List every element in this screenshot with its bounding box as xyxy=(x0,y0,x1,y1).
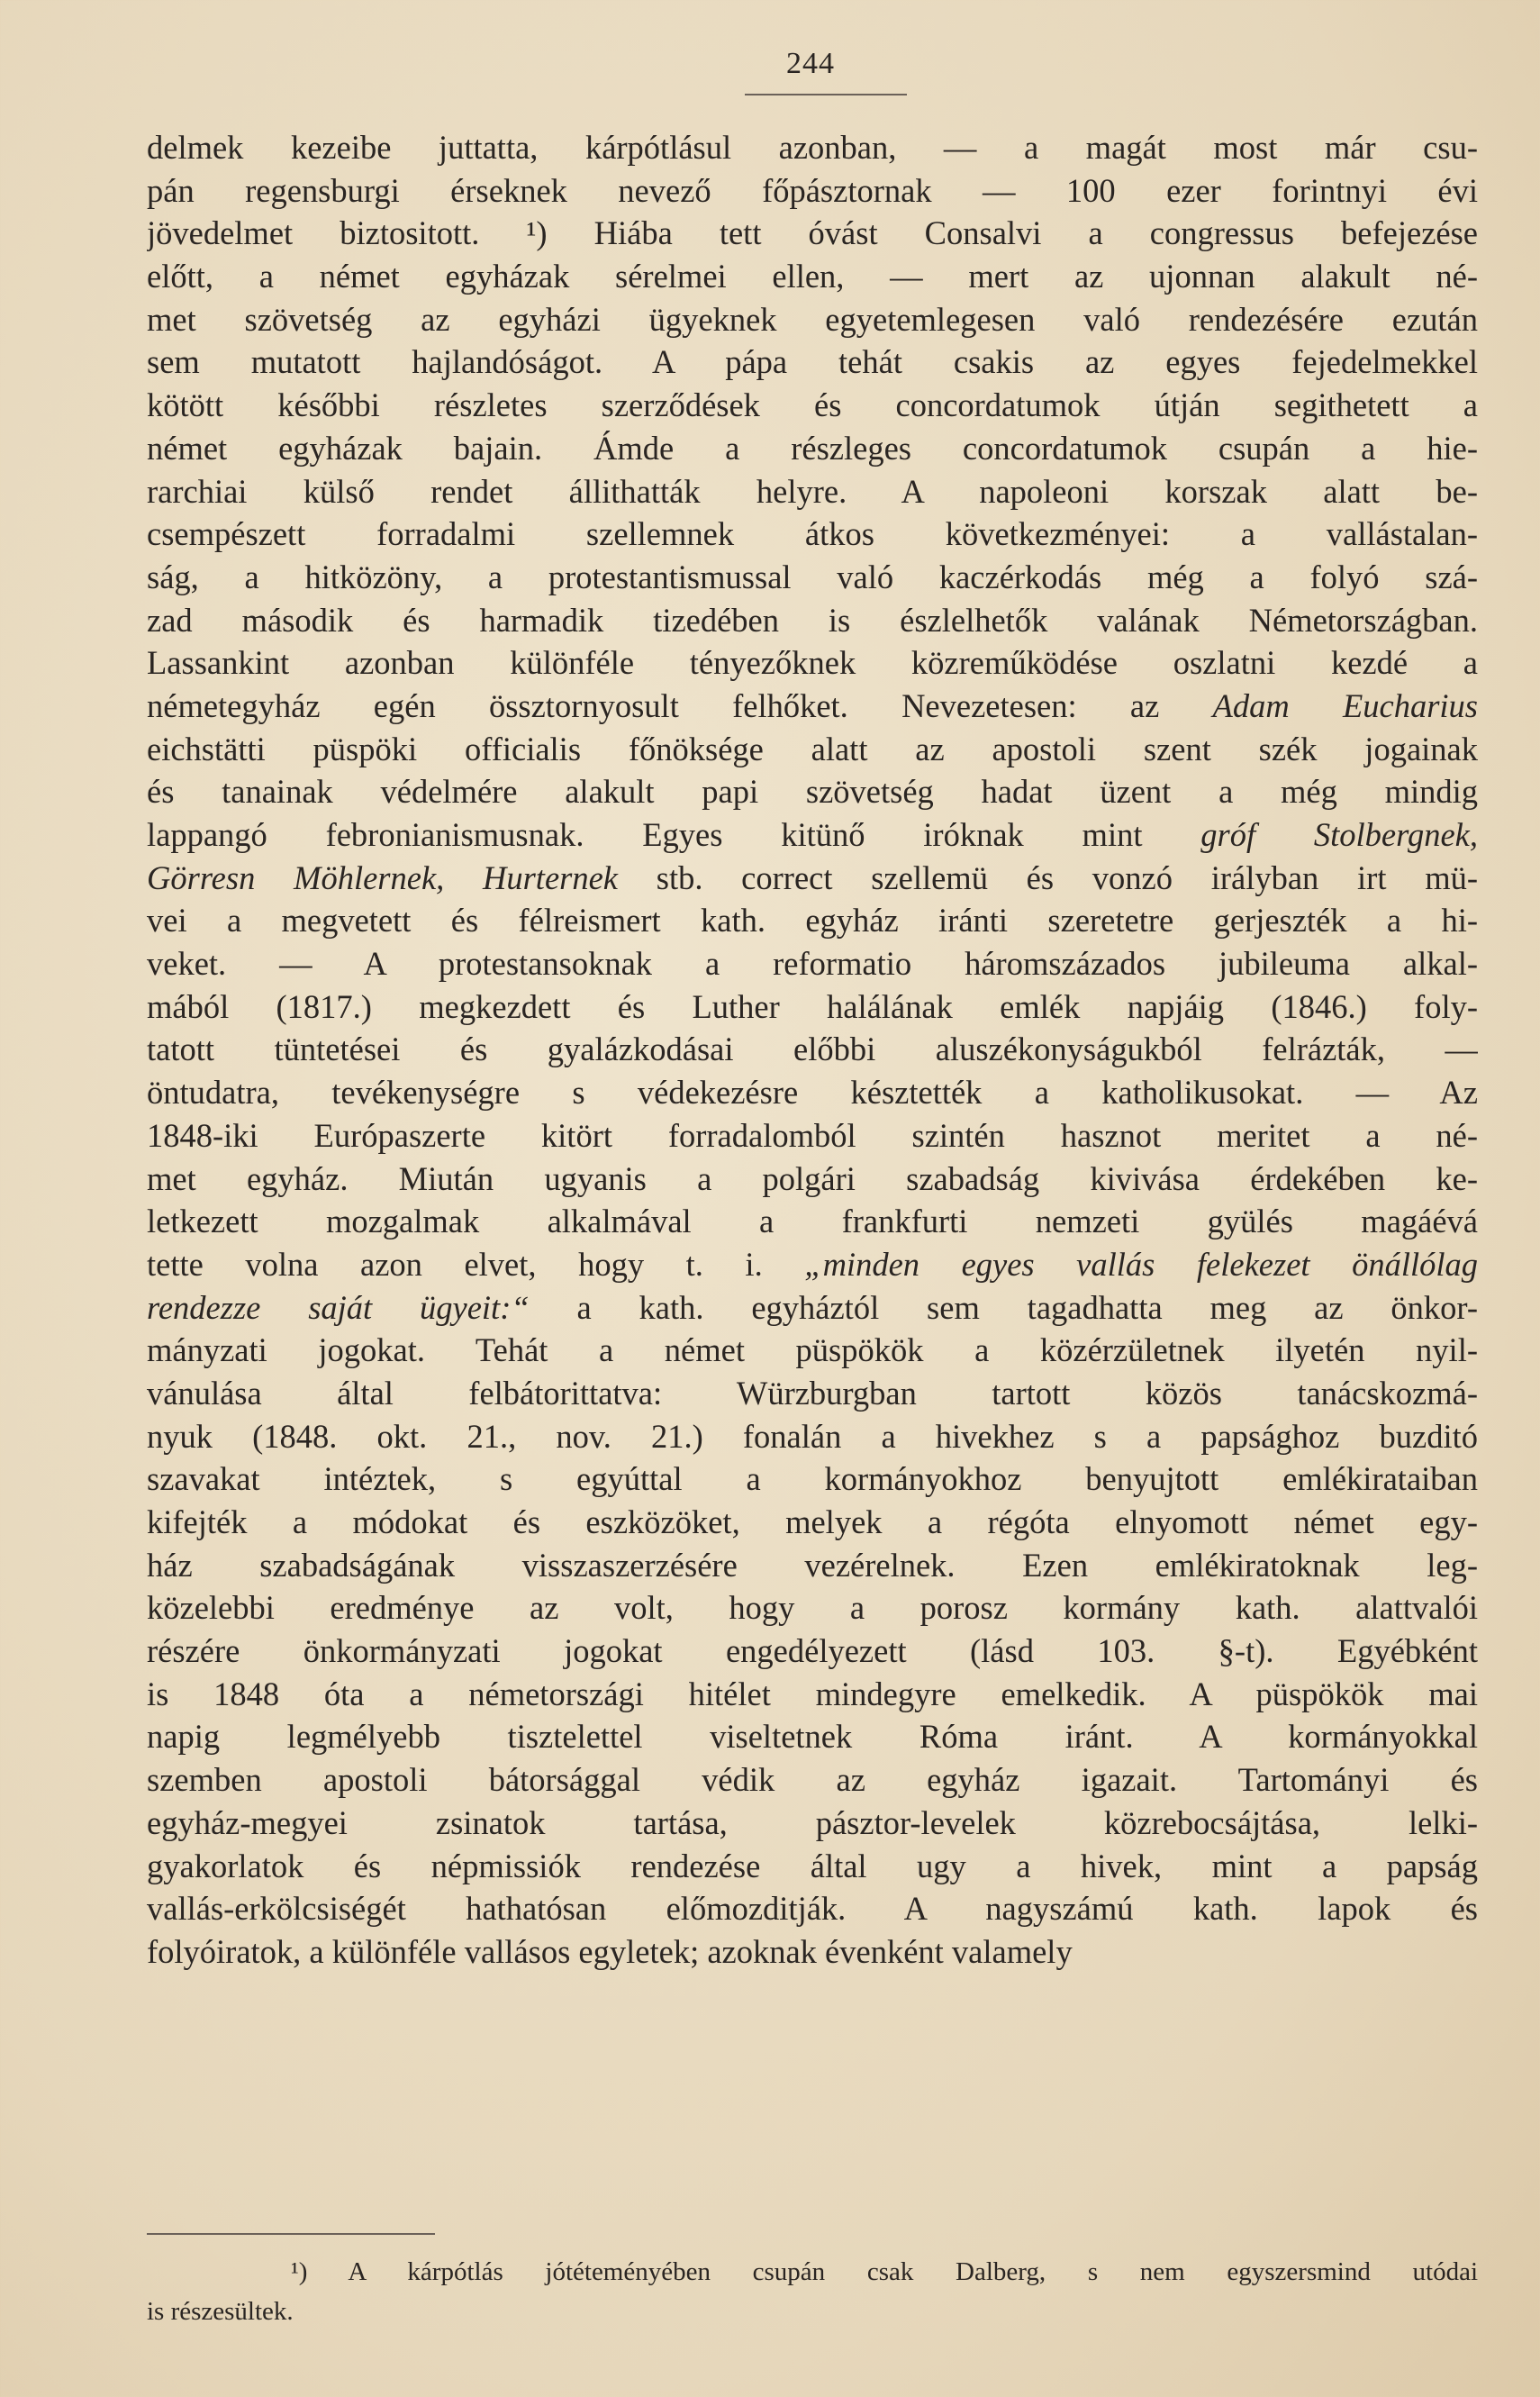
text-segment: pán regensburgi érseknek nevező főpásztornak — 100 ezer forintnyi évi xyxy=(147,171,1478,209)
text-line xyxy=(147,1243,1478,1286)
text-segment: sem mutatott hajlandóságot. A pápa tehát csakis az egyes fejedelmekkel xyxy=(147,343,1478,381)
text-segment: ság, a hitközöny, a protestantismussal való kaczérkodás még a folyó szá- xyxy=(147,558,1478,595)
text-line xyxy=(147,899,1478,942)
text-line xyxy=(147,556,1478,599)
text-segment: német egyházak bajain. Ámde a részleges concordatumok csupán a hie- xyxy=(147,429,1478,467)
text-line xyxy=(147,1028,1478,1071)
text-segment: delmek kezeibe juttatta, kárpótlásul azonban, — a magát most már csu- xyxy=(147,129,1478,166)
text-line xyxy=(147,1887,1478,1930)
text-segment: és tanainak védelmére alakult papi szövetség hadat üzent a még mindig xyxy=(147,773,1478,811)
text-line xyxy=(147,169,1478,213)
text-line xyxy=(147,126,1478,169)
text-line xyxy=(147,1930,1478,1974)
italic-text: rendezze saját ügyeit:“ xyxy=(147,1288,530,1326)
text-segment: részére önkormányzati jogokat engedélyezett (lásd 103. §-t). Egyébként xyxy=(147,1632,1478,1670)
text-line xyxy=(147,470,1478,513)
header-rule xyxy=(745,94,907,95)
footnote-line: is részesültek. xyxy=(147,2297,294,2326)
text-segment: csempészett forradalmi szellemnek átkos következményei: a vallástalan- xyxy=(147,515,1478,553)
text-segment: egyház-megyei zsinatok tartása, pásztor-levelek közrebocsájtása, lelki- xyxy=(147,1803,1478,1841)
italic-text: Görresn Möhlernek, Hurternek xyxy=(147,858,619,896)
text-segment: lappangó febronianismusnak. Egyes kitünő iróknak mint xyxy=(147,816,1201,853)
text-line xyxy=(147,1071,1478,1114)
text-segment: kifejték a módokat és eszközöket, melyek a régóta elnyomott német egy- xyxy=(147,1503,1478,1540)
text-line xyxy=(147,1415,1478,1458)
text-segment: németegyház egén össztornyosult felhőket. Nevezetesen: az xyxy=(147,686,1213,724)
text-segment: vei a megvetett és félreismert kath. egyház iránti szeretetre gerjeszték a hi- xyxy=(147,902,1478,940)
text-segment: tette volna azon elvet, hogy t. i. xyxy=(147,1245,805,1283)
text-line xyxy=(147,813,1478,857)
text-line xyxy=(147,255,1478,298)
text-segment: stb. correct szellemü és vonzó irályban irt mü- xyxy=(618,858,1478,896)
text-line xyxy=(147,1586,1478,1630)
text-line xyxy=(147,1329,1478,1372)
text-line xyxy=(147,340,1478,384)
footnote-rule xyxy=(147,2233,435,2235)
text-line xyxy=(147,857,1478,900)
text-line xyxy=(147,685,1478,728)
text-line xyxy=(147,770,1478,813)
text-segment: Lassankint azonban különféle tényezőknek közreműködése oszlatni kezdé a xyxy=(147,644,1478,682)
text-line xyxy=(147,1114,1478,1158)
text-segment: zad második és harmadik tizedében is észlelhetők valának Németországban. xyxy=(147,601,1478,639)
text-line xyxy=(147,599,1478,642)
text-segment: eichstätti püspöki officialis főnöksége alatt az apostoli szent szék jogainak xyxy=(147,730,1478,767)
text-segment: jövedelmet biztositott. ¹) Hiába tett óvást Consalvi a congressus befejezése xyxy=(147,214,1478,252)
text-segment: szemben apostoli bátorsággal védik az egyház igazait. Tartományi és xyxy=(147,1761,1478,1799)
text-segment: 1848-iki Európaszerte kitört forradalomból szintén hasznot meritet a né- xyxy=(147,1116,1478,1154)
italic-text: Adam Eucharius xyxy=(1212,686,1478,724)
text-segment: szavakat intéztek, s egyúttal a kormányokhoz benyujtott emlékirataiban xyxy=(147,1460,1478,1498)
text-line xyxy=(147,1286,1478,1330)
text-segment: előtt, a német egyházak sérelmei ellen, — mert az ujonnan alakult né- xyxy=(147,258,1478,295)
text-line xyxy=(147,1158,1478,1201)
text-line xyxy=(147,384,1478,427)
text-segment: öntudatra, tevékenységre s védekezésre késztették a katholikusokat. — Az xyxy=(147,1074,1478,1112)
text-line xyxy=(147,1544,1478,1587)
text-line xyxy=(147,1501,1478,1544)
text-segment: ház szabadságának visszaszerzésére vezérelnek. Ezen emlékiratoknak leg- xyxy=(147,1546,1478,1584)
italic-text: „minden egyes vallás felekezet önállólag xyxy=(804,1245,1478,1283)
text-segment: gyakorlatok és népmissiók rendezése által ugy a hivek, mint a papság xyxy=(147,1847,1478,1884)
text-line xyxy=(147,985,1478,1029)
text-line xyxy=(147,1845,1478,1888)
text-segment: met egyház. Miután ugyanis a polgári szabadság kivivása érdekében ke- xyxy=(147,1159,1478,1197)
footnotes xyxy=(147,2252,1478,2331)
text-line xyxy=(147,427,1478,470)
text-segment: is 1848 óta a németországi hitélet mindegyre emelkedik. A püspökök mai xyxy=(147,1675,1478,1712)
text-segment: mából (1817.) megkezdett és Luther halálának emlék napjáig (1846.) foly- xyxy=(147,987,1478,1025)
text-segment: mányzati jogokat. Tehát a német püspökök a közérzületnek ilyetén nyil- xyxy=(147,1331,1478,1369)
text-line xyxy=(147,513,1478,556)
text-line xyxy=(147,942,1478,985)
text-line xyxy=(147,1200,1478,1243)
text-line xyxy=(147,1630,1478,1673)
text-segment: kötött későbbi részletes szerződések és concordatumok útján segithetett a xyxy=(147,386,1478,424)
text-line xyxy=(147,1758,1478,1802)
text-segment: napig legmélyebb tisztelettel viseltetnek Róma iránt. A kormányokkal xyxy=(147,1718,1478,1756)
text-line xyxy=(147,1715,1478,1758)
text-segment: met szövetség az egyházi ügyeknek egyetemlegesen való rendezésére ezután xyxy=(147,300,1478,338)
text-segment: vánulása által felbátorittatva: Würzburgban tartott közös tanácskozmá- xyxy=(147,1374,1478,1412)
footnote-line: ¹) A kárpótlás jótéteményében csupán csak Dalberg, s nem egyszersmind utódai xyxy=(291,2257,1478,2286)
text-line xyxy=(147,641,1478,685)
text-line xyxy=(147,298,1478,341)
text-segment: letkezett mozgalmak alkalmával a frankfurti nemzeti gyülés magáévá xyxy=(147,1203,1478,1240)
text-segment: közelebbi eredménye az volt, hogy a porosz kormány kath. alattvalói xyxy=(147,1589,1478,1627)
text-line xyxy=(147,1673,1478,1716)
page-number: 244 xyxy=(786,47,835,80)
text-segment: veket. — A protestansoknak a reformatio háromszázados jubileuma alkal- xyxy=(147,945,1478,983)
text-segment: nyuk (1848. okt. 21., nov. 21.) fonalán a hivekhez s a papsághoz buzditó xyxy=(147,1417,1478,1455)
text-line xyxy=(147,1372,1478,1415)
text-line xyxy=(147,728,1478,771)
text-segment: a kath. egyháztól sem tagadhatta meg az önkor- xyxy=(529,1288,1478,1326)
text-segment: tatott tüntetései és gyalázkodásai előbbi aluszékonyságukból felrázták, — xyxy=(147,1031,1478,1068)
text-line xyxy=(147,212,1478,255)
text-segment: folyóiratok, a különféle vallásos egyletek; azoknak évenként valamely xyxy=(147,1932,1073,1970)
italic-text: gróf Stolbergnek, xyxy=(1200,816,1478,853)
body-text xyxy=(147,126,1478,1974)
text-line xyxy=(147,1457,1478,1501)
text-segment: rarchiai külső rendet állithatták helyre. A napoleoni korszak alatt be- xyxy=(147,472,1478,510)
text-line xyxy=(147,1802,1478,1845)
text-segment: vallás-erkölcsiségét hathatósan előmozditják. A nagyszámú kath. lapok és xyxy=(147,1890,1478,1928)
